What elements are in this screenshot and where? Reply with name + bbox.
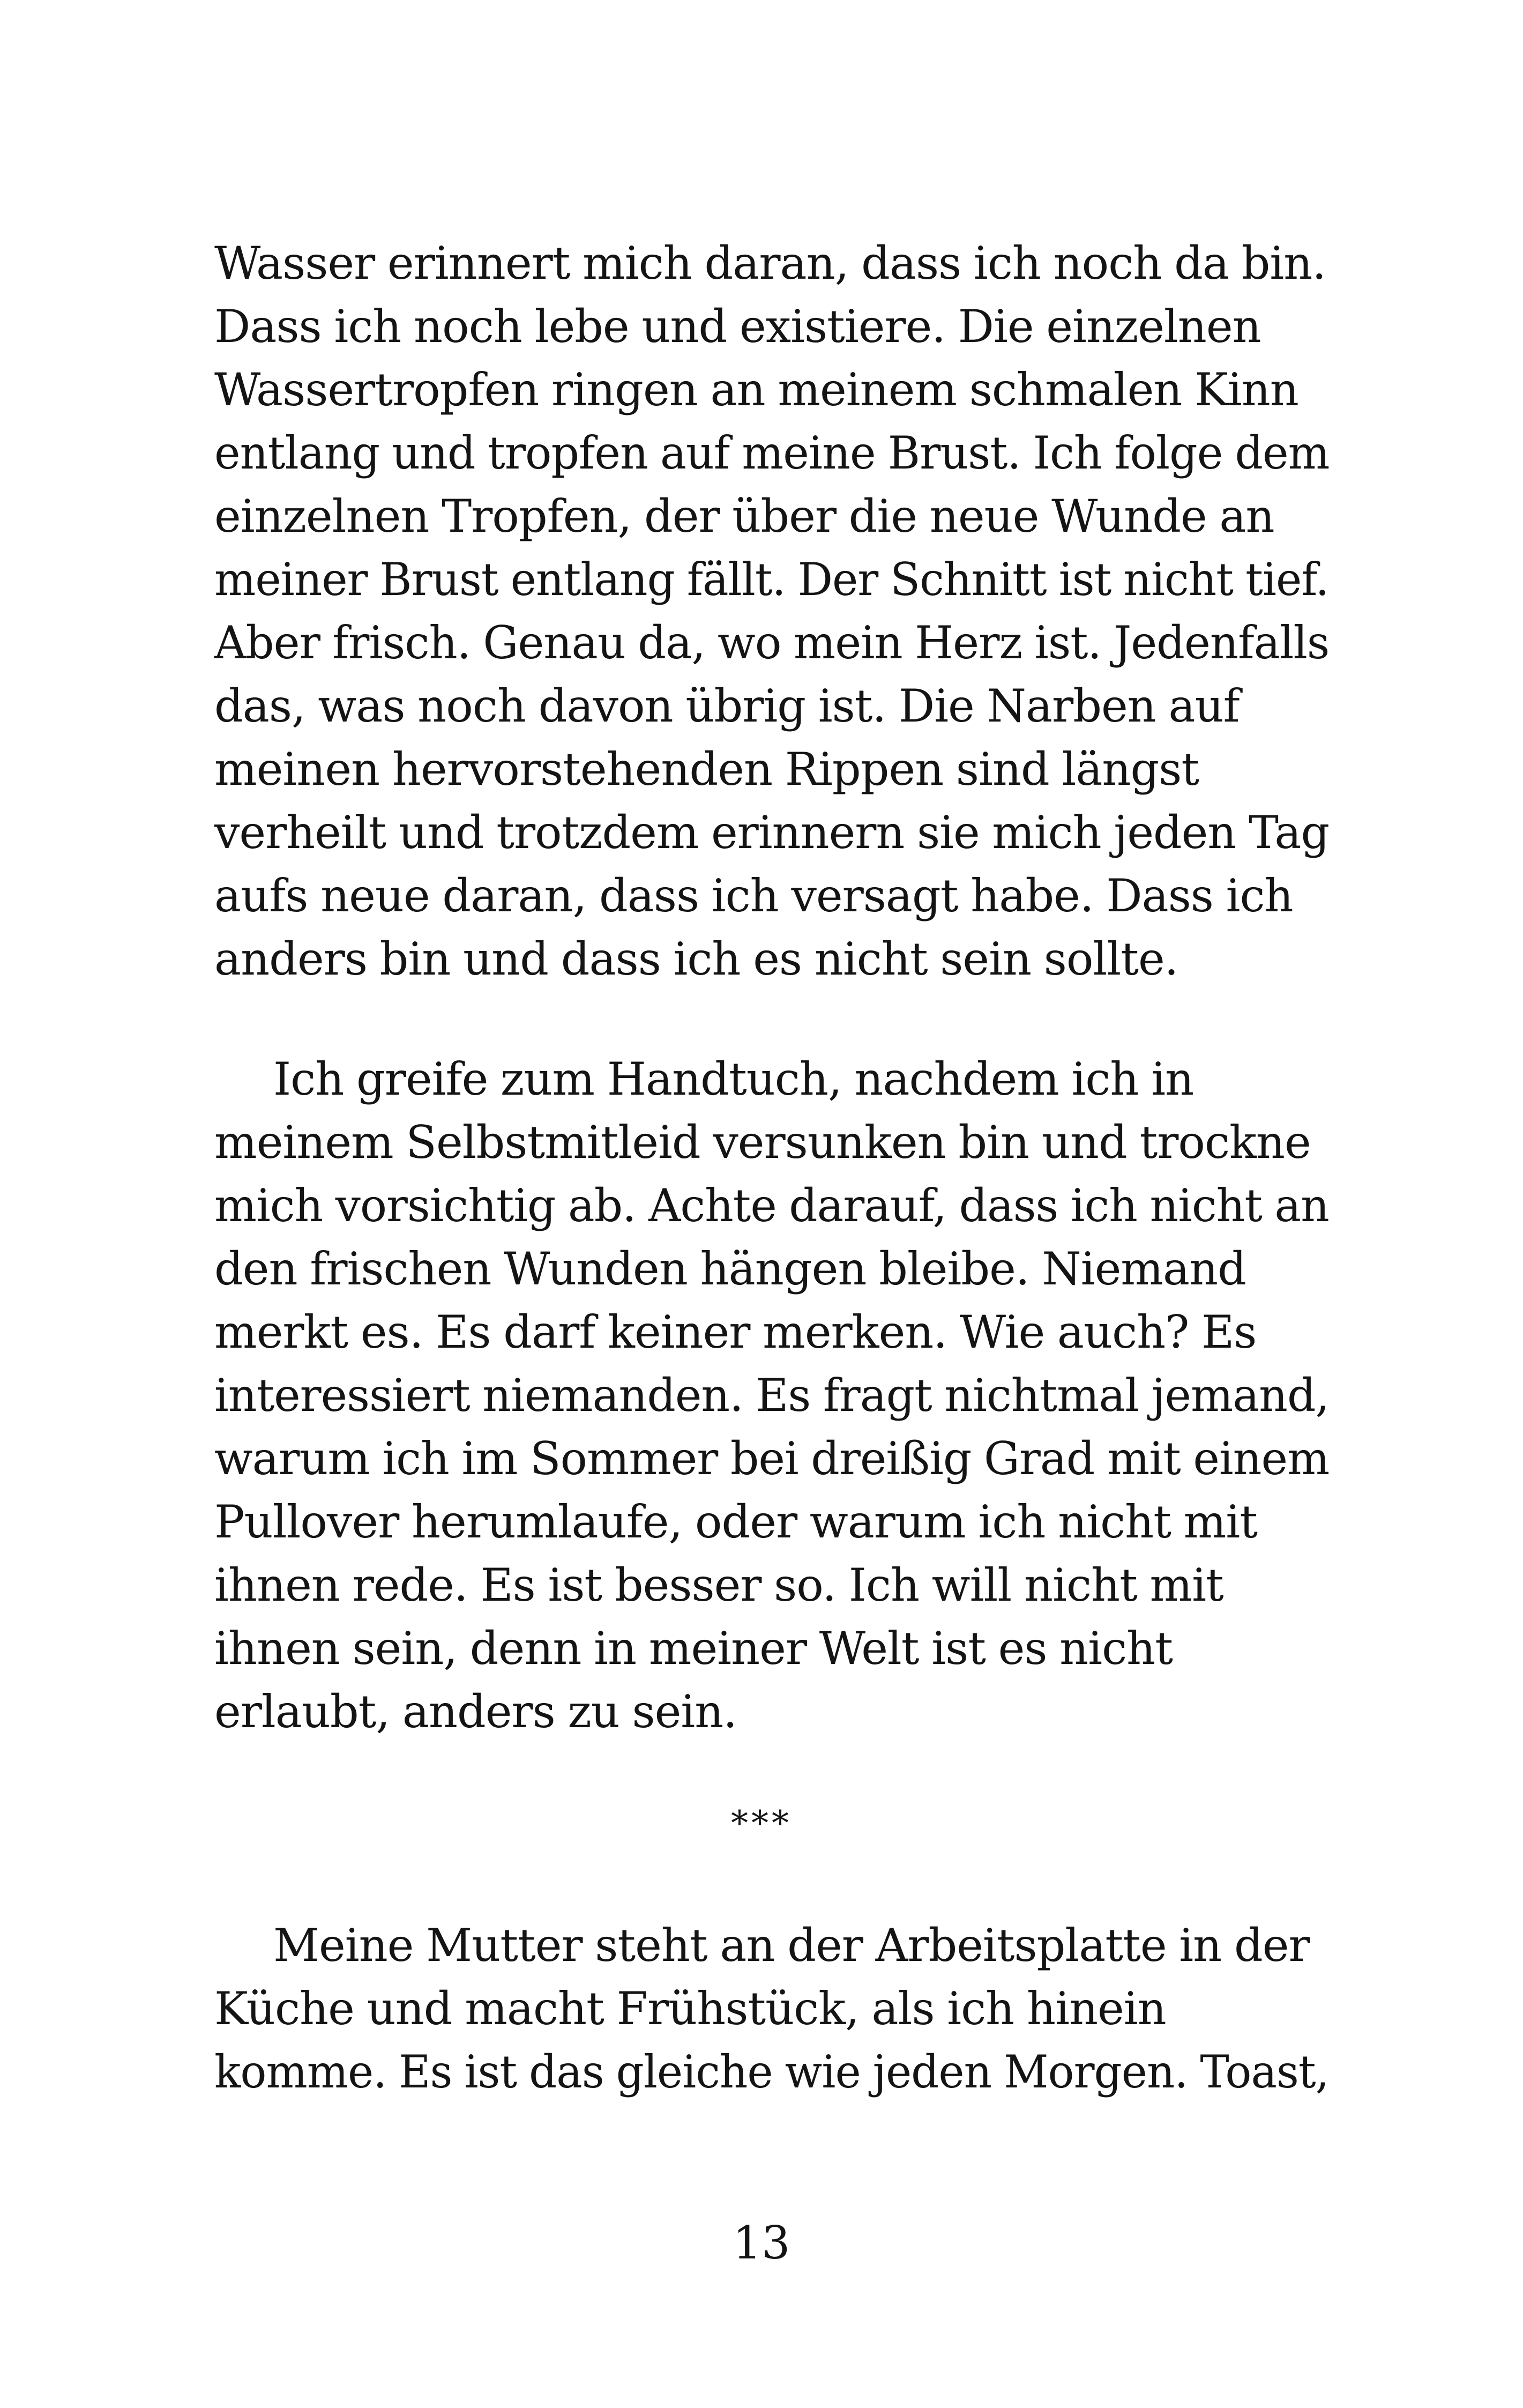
text-line: das, was noch davon übrig ist. Die Narben auf	[214, 680, 1240, 732]
text-line: Küche und macht Frühstück, als ich hinein	[214, 1982, 1166, 2035]
text-line: mich vorsichtig ab. Achte darauf, dass ich nicht an	[214, 1179, 1329, 1232]
text-line: meinen hervorstehenden Rippen sind längst	[214, 743, 1199, 796]
text-line: ihnen sein, denn in meiner Welt ist es nicht	[214, 1622, 1173, 1675]
text-line: aufs neue daran, dass ich versagt habe. Dass ich	[214, 869, 1293, 922]
paragraph-2	[214, 1047, 1329, 1743]
text-line: Pullover herumlaufe, oder warum ich nicht mit	[214, 1496, 1257, 1548]
text-line: Wassertropfen ringen an meinem schmalen Kinn	[214, 363, 1298, 416]
text-line: Meine Mutter steht an der Arbeitsplatte in der	[273, 1919, 1310, 1972]
text-line: warum ich im Sommer bei dreißig Grad mit einem	[214, 1432, 1330, 1485]
page-number: 13	[733, 2217, 790, 2269]
text-line: erlaubt, anders zu sein.	[214, 1685, 737, 1738]
text-line: ihnen rede. Es ist besser so. Ich will nicht mit	[214, 1559, 1223, 1611]
text-line: merkt es. Es darf keiner merken. Wie auch? Es	[214, 1306, 1257, 1358]
text-line: Ich greife zum Handtuch, nachdem ich in	[273, 1053, 1194, 1105]
text-line: Aber frisch. Genau da, wo mein Herz ist. Jedenfalls	[214, 616, 1330, 669]
text-line: den frischen Wunden hängen bleibe. Niemand	[214, 1243, 1246, 1295]
text-line: Wasser erinnert mich daran, dass ich noch da bin.	[214, 237, 1326, 289]
text-line: meiner Brust entlang fällt. Der Schnitt ist nicht tief.	[214, 553, 1329, 606]
section-separator: ***	[731, 1804, 792, 1844]
text-line: anders bin und dass ich es nicht sein sollte.	[214, 933, 1178, 985]
text-line: Dass ich noch lebe und existiere. Die einzelnen	[214, 300, 1261, 353]
text-line: entlang und tropfen auf meine Brust. Ich folge dem	[214, 427, 1330, 479]
text-line: komme. Es ist das gleiche wie jeden Morgen. Toast,	[214, 2046, 1329, 2098]
text-line: verheilt und trotzdem erinnern sie mich jeden Tag	[214, 806, 1330, 859]
paragraph-3	[214, 1914, 1329, 2104]
paragraph-1	[214, 232, 1329, 991]
text-line: einzelnen Tropfen, der über die neue Wunde an	[214, 490, 1274, 542]
text-line: interessiert niemanden. Es fragt nichtmal jemand,	[214, 1369, 1330, 1422]
text-line: meinem Selbstmitleid versunken bin und trockne	[214, 1116, 1311, 1169]
